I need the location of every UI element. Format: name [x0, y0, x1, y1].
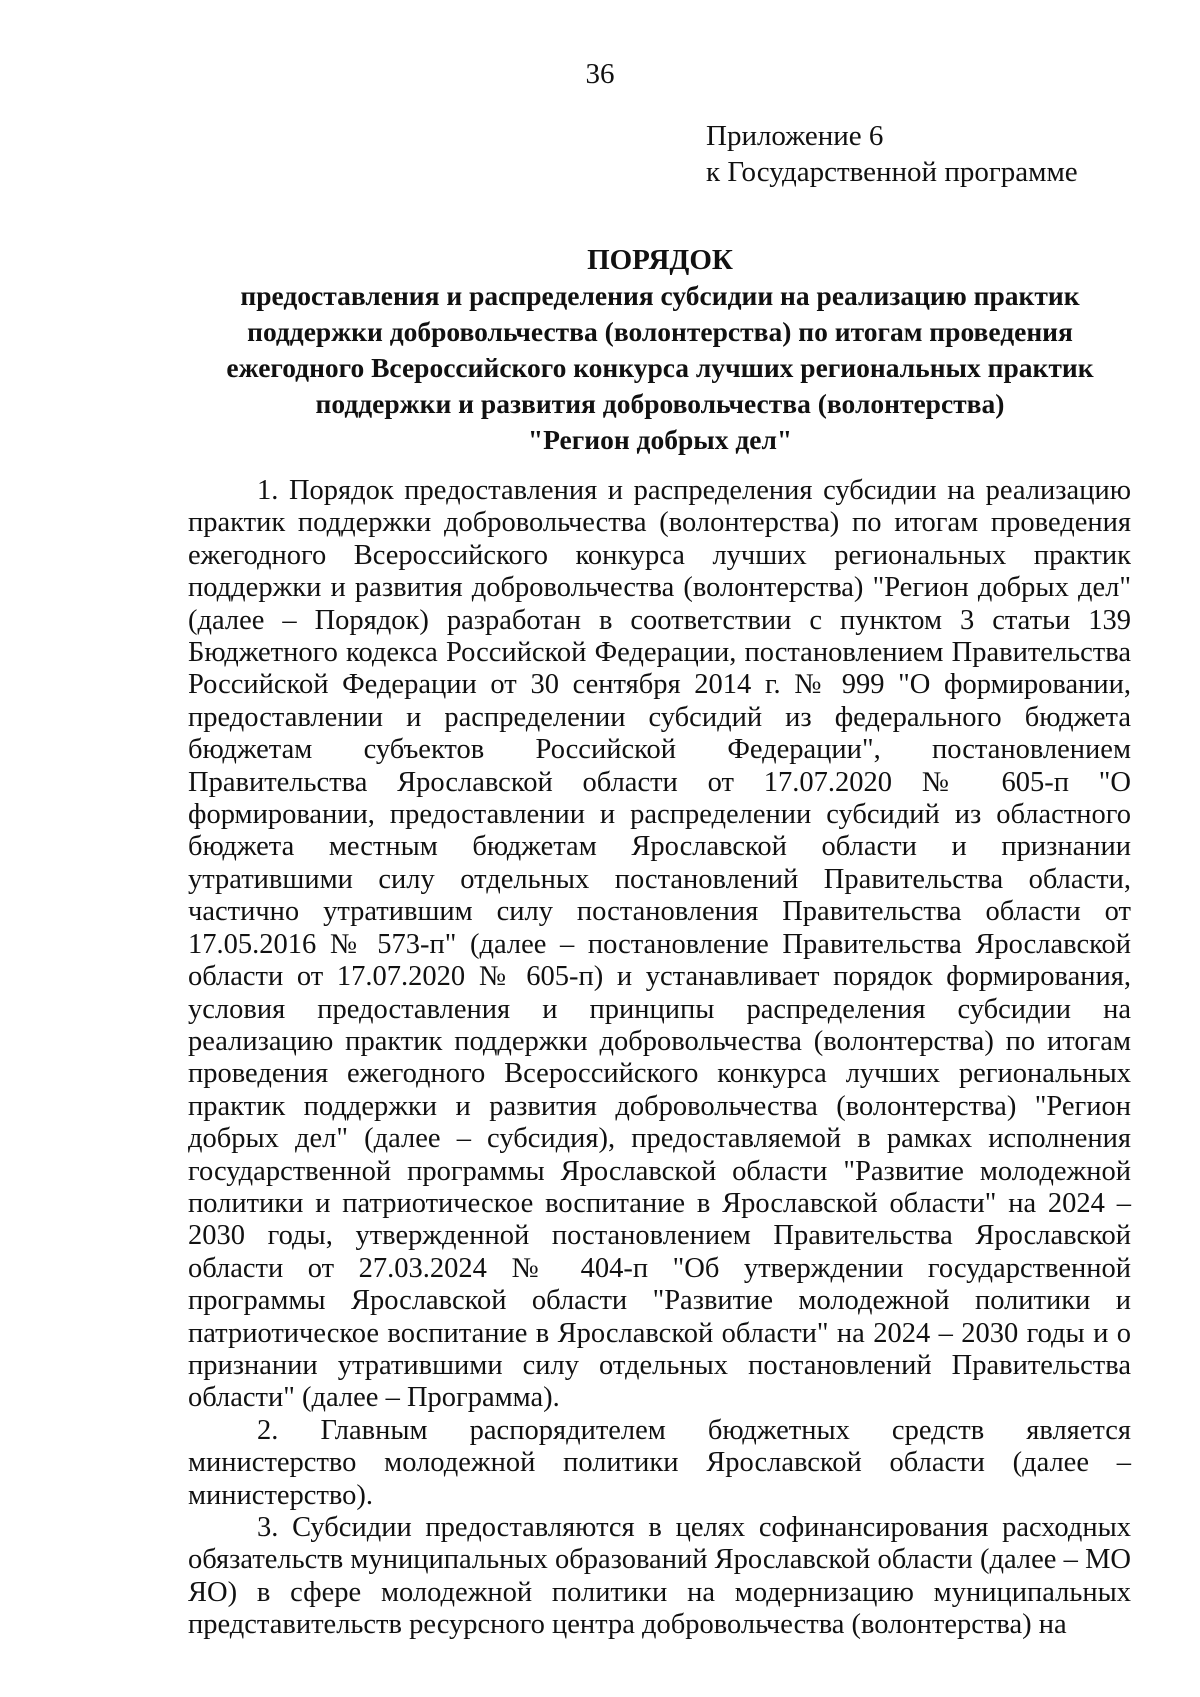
title-line: поддержки и развития добровольчества (волонтерства) [315, 388, 1005, 419]
annex-title: Приложение 6 [706, 120, 884, 152]
paragraph-1: 1. Порядок предоставления и распределения субсидии на реализацию практик поддержки добровольчества (волонтерства) по итогам проведения ежегодного Всероссийского конкурса лучших региональных практик поддержки и развития добровольчества (волонтерства) "Регион добрых дел" (далее – Порядок) разработан в соответствии с пунктом 3 статьи 139 Бюджетного кодекса Российской Федерации, постановлением Правительства Российской Федерации от 30 сентября 2014 г. № 999 "О формировании, предоставлении и распределении субсидий из федерального бюджета бюджетам субъектов Российской Федерации", постановлением Правительства Ярославской области от 17.07.2020 № 605-п "О формировании, предоставлении и распределении субсидий из областного бюджета местным бюджетам Ярославской области и признании утратившими силу отдельных постановлений Правительства области, частично утратившим силу постановления Правительства области от 17.05.2016 № 573-п" (далее – постановление Правительства Ярославской области от 17.07.2020 № 605-п) и устанавливает порядок формирования, условия предоставления и принципы распределения субсидии на реализацию практик поддержки добровольчества (волонтерства) по итогам проведения ежегодного Всероссийского конкурса лучших региональных практик поддержки и развития добровольчества (волонтерства) "Регион добрых дел" (далее – субсидия), предоставляемой в рамках исполнения государственной программы Ярославской области "Развитие молодежной политики и патриотическое воспитание в Ярославской области" на 2024 – 2030 годы, утвержденной постановлением Правительства Ярославской области от 27.03.2024 № 404-п "Об утверждении государственной программы Ярославской области "Развитие молодежной политики и патриотическое воспитание в Ярославской области" на 2024 – 2030 годы и о признании утратившими силу отдельных постановлений Правительства области" (далее – Программа). [188, 475, 1131, 1414]
annex-block [706, 118, 1078, 190]
document-body [188, 475, 1131, 1642]
page-number: 36 [585, 58, 615, 90]
title-line: предоставления и распределения субсидии на реализацию практик [240, 280, 1080, 311]
title-line: "Регион добрых дел" [527, 424, 793, 455]
paragraph-2: 2. Главным распорядителем бюджетных средств является министерство молодежной политики Ярославской области (далее – министерство). [188, 1414, 1131, 1511]
document-title [160, 242, 1160, 458]
annex-subtitle: к Государственной программе [706, 156, 1078, 188]
title-line: ежегодного Всероссийского конкурса лучших региональных практик [226, 352, 1094, 383]
paragraph-3: 3. Субсидии предоставляются в целях софинансирования расходных обязательств муниципальных образований Ярославской области (далее – МО ЯО) в сфере молодежной политики на модернизацию муниципальных представительств ресурсного центра добровольчества (волонтерства) на [188, 1512, 1131, 1641]
title-line: поддержки добровольчества (волонтерства) по итогам проведения [247, 316, 1073, 347]
title-heading: ПОРЯДОК [587, 244, 733, 276]
